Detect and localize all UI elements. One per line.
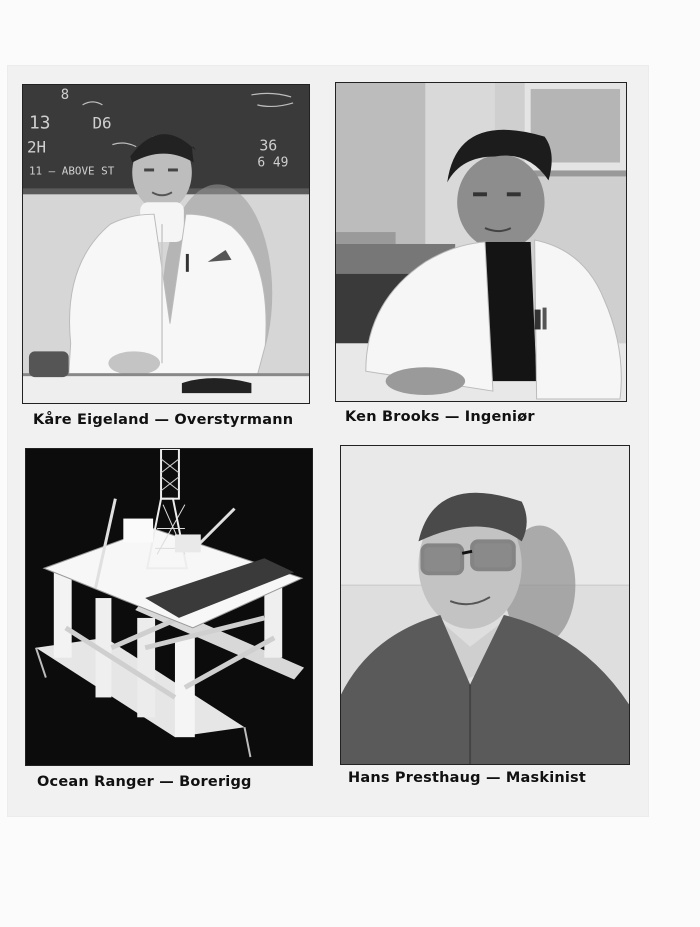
photo-kare-eigeland-image [23, 85, 309, 403]
blackboard-text-3: D6 [92, 113, 112, 133]
photo-ocean-ranger-image [26, 449, 312, 765]
photo-hans-presthaug [340, 445, 630, 765]
photo-kare-eigeland [22, 84, 310, 404]
blackboard-text-4: 2H [26, 137, 47, 157]
photo-ocean-ranger [25, 448, 313, 766]
photo-hans-presthaug-image [341, 446, 629, 764]
blackboard-text-2: 13 [28, 112, 51, 134]
caption-ocean-ranger: Ocean Ranger — Borerigg [37, 774, 252, 790]
caption-ken-brooks: Ken Brooks — Ingeniør [345, 409, 535, 425]
photo-ken-brooks-image [336, 83, 626, 401]
booklet-page [8, 66, 648, 816]
blackboard-text-7: 6 49 [257, 155, 289, 171]
caption-kare-eigeland: Kåre Eigeland — Overstyrmann [33, 412, 294, 428]
photo-ken-brooks [335, 82, 627, 402]
caption-hans-presthaug: Hans Presthaug — Maskinist [348, 770, 587, 786]
blackboard-text-5: 11 — ABOVE ST [28, 164, 115, 178]
blackboard-text-6: 36 [259, 136, 278, 155]
blackboard-text-1: 8 [60, 86, 70, 103]
